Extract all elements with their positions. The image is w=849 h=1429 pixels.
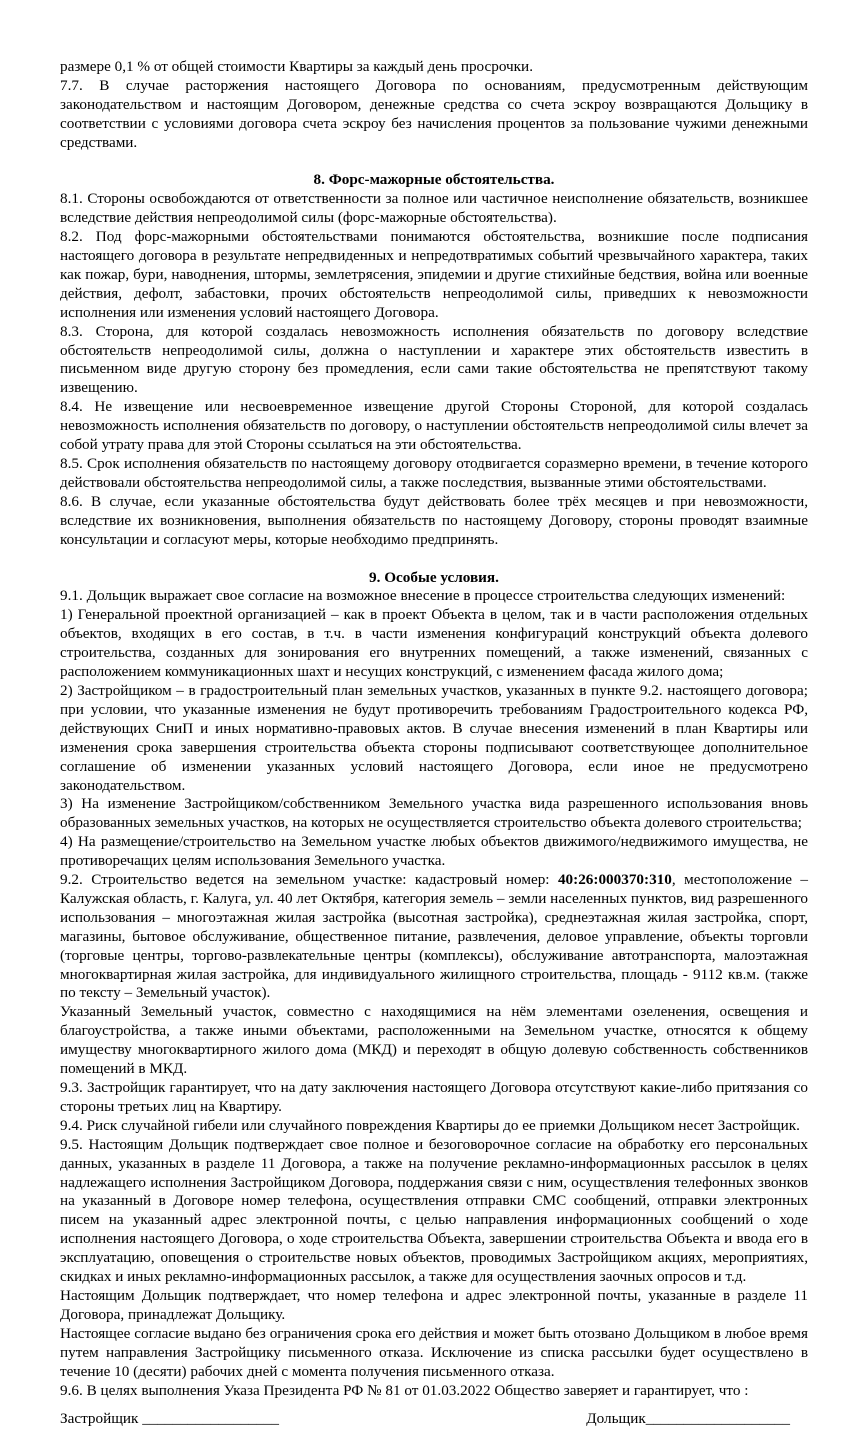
clause-9-3: 9.3. Застройщик гарантирует, что на дату заключения настоящего Договора отсутствуют какие-либо притязания со стороны третьих лиц на Квартиру. bbox=[60, 1079, 808, 1115]
section-8-title: 8. Форс-мажорные обстоятельства. bbox=[313, 171, 555, 189]
clause-9-2 bbox=[60, 871, 808, 1003]
clause-9-1-item-4: 4) На размещение/строительство на Земельном участке любых объектов движимого/недвижимого имущества, не противоречащих целям использования Земельного участка. bbox=[60, 833, 808, 870]
clause-9-4: 9.4. Риск случайной гибели или случайного повреждения Квартиры до ее приемки Дольщиком несет Застройщик. bbox=[60, 1116, 800, 1134]
cadastral-number: 40:26:000370:310 bbox=[557, 871, 672, 889]
clause-8-4: 8.4. Не извещение или несвоевременное извещение другой Стороны Стороной, для которой создалась невозможность исполнения обязательств по договору, о наступлении обстоятельств непреодолимой силы влечет за собой утрату права для этой Стороны ссылаться на эти обстоятельства. bbox=[60, 398, 808, 454]
clause-9-1-item-2: 2) Застройщиком – в градостроительный план земельных участков, указанных в пункте 9.2. настоящего договора; при условии, что указанные изменения не будут противоречить требованиям Градостроительного кодекса РФ, действующих СниП и иных нормативно-правовых актов. В случае внесения изменений в план Квартиры или изменения срока завершения строительства объекта стороны подписывают соответствующее дополнительное соглашение об изменении указанных условий настоящего Договора, если иное не предусмотрено законодательством. bbox=[60, 681, 808, 794]
signature-block bbox=[60, 1410, 808, 1429]
clause-9-1-item-3: 3) На изменение Застройщиком/собственником Земельного участка вида разрешенного использования вновь образованных земельных участков, на которых не осуществляется строительство объекта долевого строительства; bbox=[60, 795, 808, 832]
clause-9-5-phone: Настоящим Дольщик подтверждает, что номер телефона и адрес электронной почты, указанные в разделе 11 Договора, принадлежат Дольщику. bbox=[60, 1286, 808, 1323]
participant-signature-line: Дольщик___________________ bbox=[586, 1410, 790, 1428]
clause-9-6: 9.6. В целях выполнения Указа Президента РФ № 81 от 01.03.2022 Общество заверяет и гарантирует, что : bbox=[60, 1381, 749, 1399]
clause-8-6: 8.6. В случае, если указанные обстоятельства будут действовать более трёх месяцев и при невозможности, вследствие их возникновения, выполнения обязательств по настоящему Договору, стороны проводят взаимные консультации и согласуют меры, которые необходимо предпринять. bbox=[60, 492, 808, 548]
clause-8-2: 8.2. Под форс-мажорными обстоятельствами понимаются обстоятельства, возникшие после подписания настоящего договора в результате непредвиденных и непредотвратимых событий чрезвычайного характера, таких как пожар, бури, наводнения, штормы, землетрясения, эпидемии и другие стихийные бедствия, война или военные действия, дефолт, забастовки, прочих обстоятельств непреодолимой силы, приведших к невозможности исполнения или изменения условий настоящего Договора. bbox=[60, 228, 808, 321]
clause-9-2-rest: , местоположение – Калужская область, г. Калуга, ул. 40 лет Октября, категория земель – земли населенных пунктов, вид разрешенного использования – многоэтажная жилая застройка (высотная застройка), среднеэтажная жилая застройка, спорт, магазины, бытовое обслуживание, общественное питание, развлечения, деловое управление, объекты торговли (торговые центры, торгово-развлекательные центры (комплексы), обслуживание автотранспорта, малоэтажная многоквартирная жилая застройка, для индивидуального жилищного строительства, площадь - 9112 кв.м. (также по тексту – Земельный участок). bbox=[60, 871, 808, 1002]
clause-9-5-consent: Настоящее согласие выдано без ограничения срока его действия и может быть отозвано Дольщиком в любое время путем направления Застройщику письменного отказа. Исключение из списка рассылки будет осуществлено в течение 10 (десяти) рабочих дней с момента получения письменного отказа. bbox=[60, 1324, 808, 1380]
spacer bbox=[60, 550, 808, 569]
clause-9-1-item-1: 1) Генеральной проектной организацией – как в проект Объекта в целом, так и в части расположения отдельных объектов, входящих в его состав, в т.ч. в части изменения конфигураций конструкций объекта долевого строительства, созданных для зонирования его внутренних помещений, а также изменений, связанных с расположением коммуникационных шахт и несущих конструкций, с изменением фасада жилого дома; bbox=[60, 606, 808, 681]
intro-line: размере 0,1 % от общей стоимости Квартиры за каждый день просрочки. bbox=[60, 58, 533, 75]
clause-8-5: 8.5. Срок исполнения обязательств по настоящему договору отодвигается соразмерно времени, в течение которого действовали обстоятельства непреодолимой силы, а также последствия, вызванные этими обстоятельствами. bbox=[60, 455, 808, 491]
clause-7-7: 7.7. В случае расторжения настоящего Договора по основаниям, предусмотренным действующим законодательством и настоящим Договором, денежные средства со счета эскроу возвращаются Дольщику в соответствии с условиями договора счета эскроу без начисления процентов за пользование чужими денежными средствами. bbox=[60, 76, 808, 151]
clause-9-2-common-property: Указанный Земельный участок, совместно с находящимися на нём элементами озеленения, освещения и благоустройства, а также иными объектами, расположенными на Земельном участке, относятся к общему имуществу многоквартирного жилого дома (МКД) и переходят в общую долевую собственность собственников помещений в МКД. bbox=[60, 1003, 808, 1078]
clause-8-1: 8.1. Стороны освобождаются от ответственности за полное или частичное неисполнение обязательств, возникшее вследствие действия непреодолимой силы (форс-мажорные обстоятельства). bbox=[60, 190, 808, 227]
clause-9-2-lead: 9.2. Строительство ведется на земельном участке: кадастровый номер: bbox=[60, 871, 558, 889]
section-9-title: 9. Особые условия. bbox=[369, 568, 499, 586]
clause-9-1: 9.1. Дольщик выражает свое согласие на возможное внесение в процессе строительства следующих изменений: bbox=[60, 587, 786, 605]
developer-signature-line: Застройщик __________________ bbox=[60, 1410, 279, 1428]
clause-8-3: 8.3. Сторона, для которой создалась невозможность исполнения обязательств по договору вследствие обстоятельств непреодолимой силы, должна о наступлении и характере этих обстоятельств известить в письменном виде другую сторону без промедления, если сами такие обстоятельства не препятствуют такому извещению. bbox=[60, 322, 808, 397]
clause-9-5: 9.5. Настоящим Дольщик подтверждает свое полное и безоговорочное согласие на обработку его персональных данных, указанных в разделе 11 Договора, а также на получение рекламно-информационных рассылок в целях надлежащего исполнения Застройщиком Договора, поддержания связи с ним, осуществления телефонных звонков на указанный в Договоре номер телефона, осуществления отправки СМС сообщений, отправки электронных писем на указанный адрес электронной почты, с целью направления информационных сообщений о ходе исполнения настоящего Договора, о ходе строительства Объекта, завершении строительства Объекта и ввода его в эксплуатацию, оповещения о строительстве новых объектов, проводимых Застройщиком акциях, мероприятиях, скидках и иных рекламно-информационных рассылок, а также для осуществления заочных опросов и т.д. bbox=[60, 1135, 808, 1286]
contract-page bbox=[60, 58, 808, 1429]
spacer bbox=[60, 153, 808, 172]
